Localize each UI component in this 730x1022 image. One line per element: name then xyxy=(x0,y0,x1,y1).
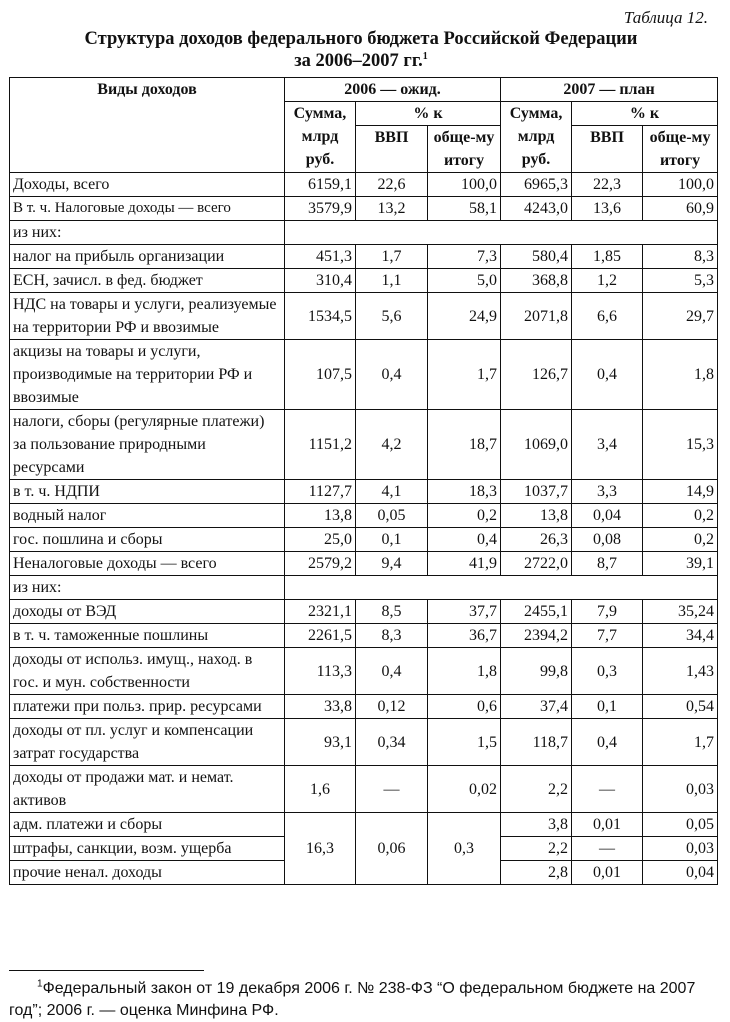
cell-gdp-2007: 7,7 xyxy=(572,624,643,648)
cell-gdp-2006: 8,5 xyxy=(356,600,428,624)
cell-total-2006: 1,5 xyxy=(428,719,501,766)
cell-sum-2007: 2722,0 xyxy=(501,552,572,576)
cell-total-2007: 1,7 xyxy=(643,719,718,766)
cell-sum-2006: 2261,5 xyxy=(285,624,356,648)
cell-total-2007: 0,2 xyxy=(643,504,718,528)
table-row xyxy=(10,552,718,576)
row-name: налоги, сборы (регулярные платежи) за пользование природными ресурсами xyxy=(10,410,285,480)
table-row xyxy=(10,293,718,340)
table-row xyxy=(10,410,718,480)
cell-gdp-2007: 8,7 xyxy=(572,552,643,576)
cell-total-2007: 0,04 xyxy=(643,861,718,885)
footnote xyxy=(9,978,721,1022)
cell-sum-2007: 1069,0 xyxy=(501,410,572,480)
cell-total-2007: 0,03 xyxy=(643,837,718,861)
cell-total-2006: 0,2 xyxy=(428,504,501,528)
cell-gdp-2006: 1,7 xyxy=(356,245,428,269)
cell-total-2007: 15,3 xyxy=(643,410,718,480)
row-name: доходы от ВЭД xyxy=(10,600,285,624)
cell-gdp-2006: 0,4 xyxy=(356,340,428,410)
footnote-mark: 1 xyxy=(37,978,43,990)
cell-total-2006: 37,7 xyxy=(428,600,501,624)
table-row xyxy=(10,576,718,600)
footnote-text: Федеральный закон от 19 декабря 2006 г. № 238-ФЗ “О федеральном бюджете на 2007 год”; 2006 г. — оценка Минфина РФ. xyxy=(9,980,696,1019)
cell-gdp-2007: 0,01 xyxy=(572,861,643,885)
empty-cell xyxy=(285,576,718,600)
header-year-2006: 2006 — ожид. xyxy=(285,78,501,102)
cell-sum-2007: 2,2 xyxy=(501,837,572,861)
table-row xyxy=(10,766,718,813)
cell-total-2006: 1,8 xyxy=(428,648,501,695)
cell-total-2007: 35,24 xyxy=(643,600,718,624)
cell-gdp-2007: 6,6 xyxy=(572,293,643,340)
table-row xyxy=(10,528,718,552)
cell-sum-2007: 2455,1 xyxy=(501,600,572,624)
cell-sum-2007: 580,4 xyxy=(501,245,572,269)
cell-total-2007: 29,7 xyxy=(643,293,718,340)
cell-total-2006: 100,0 xyxy=(428,173,501,197)
cell-gdp-2007: 0,01 xyxy=(572,813,643,837)
cell-total-2007: 5,3 xyxy=(643,269,718,293)
table-row xyxy=(10,504,718,528)
cell-sum-2006: 2321,1 xyxy=(285,600,356,624)
row-name: прочие ненал. доходы xyxy=(10,861,285,885)
row-name: доходы от продажи мат. и немат. активов xyxy=(10,766,285,813)
title-line-2: за 2006–2007 гг. xyxy=(294,51,423,71)
table-row xyxy=(10,600,718,624)
row-name: акцизы на товары и услуги, производимые на территории РФ и ввозимые xyxy=(10,340,285,410)
cell-gdp-2006: 13,2 xyxy=(356,197,428,221)
cell-total-2007: 1,43 xyxy=(643,648,718,695)
cell-total-2007: 100,0 xyxy=(643,173,718,197)
table-row xyxy=(10,173,718,197)
cell-sum-2006: 93,1 xyxy=(285,719,356,766)
of-them-label: из них: xyxy=(10,576,285,600)
cell-gdp-2007: 0,08 xyxy=(572,528,643,552)
table-row xyxy=(10,624,718,648)
row-name: в т. ч. НДПИ xyxy=(10,480,285,504)
cell-sum-2006: 33,8 xyxy=(285,695,356,719)
cell-sum-2007: 99,8 xyxy=(501,648,572,695)
cell-sum-2007: 2,8 xyxy=(501,861,572,885)
table-row xyxy=(10,480,718,504)
header-kinds: Виды доходов xyxy=(10,78,285,173)
cell-total-2007: 0,05 xyxy=(643,813,718,837)
cell-gdp-2006: 4,2 xyxy=(356,410,428,480)
cell-sum-2006: 13,8 xyxy=(285,504,356,528)
cell-gdp-2007: 1,2 xyxy=(572,269,643,293)
cell-gdp-2007: 3,4 xyxy=(572,410,643,480)
header-pct-2006: % к xyxy=(356,102,501,126)
header-pct-2007: % к xyxy=(572,102,718,126)
cell-sum-2007: 37,4 xyxy=(501,695,572,719)
cell-sum-2007: 6965,3 xyxy=(501,173,572,197)
cell-total-2007: 0,2 xyxy=(643,528,718,552)
row-name: Доходы, всего xyxy=(10,173,285,197)
cell-gdp-2007: 7,9 xyxy=(572,600,643,624)
cell-gdp-2006: 8,3 xyxy=(356,624,428,648)
cell-sum-2007: 2,2 xyxy=(501,766,572,813)
cell-total-2006: 1,7 xyxy=(428,340,501,410)
cell-gdp-2007: 1,85 xyxy=(572,245,643,269)
header-year-2007: 2007 — план xyxy=(501,78,718,102)
cell-total-2007: 0,03 xyxy=(643,766,718,813)
cell-total-2006-merged: 0,3 xyxy=(428,813,501,885)
cell-sum-2006: 6159,1 xyxy=(285,173,356,197)
cell-sum-2006: 451,3 xyxy=(285,245,356,269)
cell-total-2007: 0,54 xyxy=(643,695,718,719)
cell-gdp-2006: — xyxy=(356,766,428,813)
cell-gdp-2006: 0,4 xyxy=(356,648,428,695)
cell-sum-2007: 368,8 xyxy=(501,269,572,293)
cell-sum-2007: 3,8 xyxy=(501,813,572,837)
cell-gdp-2006: 0,05 xyxy=(356,504,428,528)
row-name: платежи при польз. прир. ресурсами xyxy=(10,695,285,719)
header-sum-2007: Сумма, млрд руб. xyxy=(501,102,572,173)
cell-sum-2006-merged: 16,3 xyxy=(285,813,356,885)
cell-total-2006: 24,9 xyxy=(428,293,501,340)
cell-gdp-2006-merged: 0,06 xyxy=(356,813,428,885)
header-gdp-2006: ВВП xyxy=(356,126,428,173)
cell-gdp-2007: 0,04 xyxy=(572,504,643,528)
cell-gdp-2006: 0,34 xyxy=(356,719,428,766)
title-line-1: Структура доходов федерального бюджета Российской Федерации xyxy=(84,29,638,49)
row-name: гос. пошлина и сборы xyxy=(10,528,285,552)
header-gdp-2007: ВВП xyxy=(572,126,643,173)
cell-sum-2006: 25,0 xyxy=(285,528,356,552)
cell-sum-2006: 1,6 xyxy=(285,766,356,813)
cell-total-2006: 36,7 xyxy=(428,624,501,648)
cell-gdp-2007: — xyxy=(572,766,643,813)
cell-total-2006: 18,3 xyxy=(428,480,501,504)
cell-gdp-2007: 0,4 xyxy=(572,340,643,410)
cell-sum-2006: 1127,7 xyxy=(285,480,356,504)
cell-total-2006: 0,6 xyxy=(428,695,501,719)
cell-sum-2006: 2579,2 xyxy=(285,552,356,576)
cell-sum-2007: 126,7 xyxy=(501,340,572,410)
cell-sum-2007: 2394,2 xyxy=(501,624,572,648)
row-name: НДС на товары и услуги, реализуемые на территории РФ и ввозимые xyxy=(10,293,285,340)
cell-gdp-2007: 0,1 xyxy=(572,695,643,719)
row-name: доходы от пл. услуг и компенсации затрат государства xyxy=(10,719,285,766)
cell-sum-2007: 26,3 xyxy=(501,528,572,552)
row-name: в т. ч. таможенные пошлины xyxy=(10,624,285,648)
cell-total-2006: 0,4 xyxy=(428,528,501,552)
cell-total-2007: 1,8 xyxy=(643,340,718,410)
table-row xyxy=(10,695,718,719)
cell-sum-2006: 107,5 xyxy=(285,340,356,410)
cell-sum-2007: 4243,0 xyxy=(501,197,572,221)
cell-gdp-2006: 22,6 xyxy=(356,173,428,197)
cell-total-2007: 60,9 xyxy=(643,197,718,221)
table-row xyxy=(10,813,718,837)
cell-gdp-2006: 4,1 xyxy=(356,480,428,504)
cell-gdp-2006: 0,12 xyxy=(356,695,428,719)
cell-sum-2006: 113,3 xyxy=(285,648,356,695)
cell-total-2007: 39,1 xyxy=(643,552,718,576)
table-row xyxy=(10,221,718,245)
cell-sum-2007: 1037,7 xyxy=(501,480,572,504)
cell-gdp-2007: 3,3 xyxy=(572,480,643,504)
cell-gdp-2006: 9,4 xyxy=(356,552,428,576)
header-total-2007: обще-му итогу xyxy=(643,126,718,173)
empty-cell xyxy=(285,221,718,245)
table-row xyxy=(10,245,718,269)
cell-gdp-2007: 0,4 xyxy=(572,719,643,766)
cell-gdp-2006: 1,1 xyxy=(356,269,428,293)
cell-sum-2006: 3579,9 xyxy=(285,197,356,221)
title-footnote-mark: 1 xyxy=(422,50,428,62)
cell-sum-2007: 13,8 xyxy=(501,504,572,528)
cell-total-2007: 14,9 xyxy=(643,480,718,504)
cell-sum-2006: 1534,5 xyxy=(285,293,356,340)
cell-total-2006: 41,9 xyxy=(428,552,501,576)
table-row xyxy=(10,269,718,293)
row-name: Неналоговые доходы — всего xyxy=(10,552,285,576)
page-title xyxy=(0,28,722,72)
table-row xyxy=(10,340,718,410)
cell-gdp-2006: 0,1 xyxy=(356,528,428,552)
cell-gdp-2007: 22,3 xyxy=(572,173,643,197)
cell-total-2006: 0,02 xyxy=(428,766,501,813)
cell-gdp-2007: — xyxy=(572,837,643,861)
of-them-label: из них: xyxy=(10,221,285,245)
cell-sum-2007: 118,7 xyxy=(501,719,572,766)
cell-sum-2006: 1151,2 xyxy=(285,410,356,480)
row-name: доходы от использ. имущ., наход. в гос. и мун. собственности xyxy=(10,648,285,695)
header-sum-2006: Сумма, млрд руб. xyxy=(285,102,356,173)
row-name: водный налог xyxy=(10,504,285,528)
cell-gdp-2007: 13,6 xyxy=(572,197,643,221)
row-name: штрафы, санкции, возм. ущерба xyxy=(10,837,285,861)
row-name: В т. ч. Налоговые доходы — всего xyxy=(10,197,285,221)
row-name: адм. платежи и сборы xyxy=(10,813,285,837)
cell-total-2006: 7,3 xyxy=(428,245,501,269)
cell-gdp-2006: 5,6 xyxy=(356,293,428,340)
cell-gdp-2007: 0,3 xyxy=(572,648,643,695)
table-row xyxy=(10,197,718,221)
cell-total-2006: 58,1 xyxy=(428,197,501,221)
cell-sum-2006: 310,4 xyxy=(285,269,356,293)
cell-total-2006: 18,7 xyxy=(428,410,501,480)
footnote-divider xyxy=(9,970,204,971)
cell-total-2006: 5,0 xyxy=(428,269,501,293)
cell-sum-2007: 2071,8 xyxy=(501,293,572,340)
row-name: налог на прибыль организации xyxy=(10,245,285,269)
table-row xyxy=(10,648,718,695)
cell-total-2007: 8,3 xyxy=(643,245,718,269)
budget-table xyxy=(9,77,718,885)
header-total-2006: обще-му итогу xyxy=(428,126,501,173)
table-label: Таблица 12. xyxy=(623,8,708,27)
cell-total-2007: 34,4 xyxy=(643,624,718,648)
row-name: ЕСН, зачисл. в фед. бюджет xyxy=(10,269,285,293)
table-row xyxy=(10,719,718,766)
